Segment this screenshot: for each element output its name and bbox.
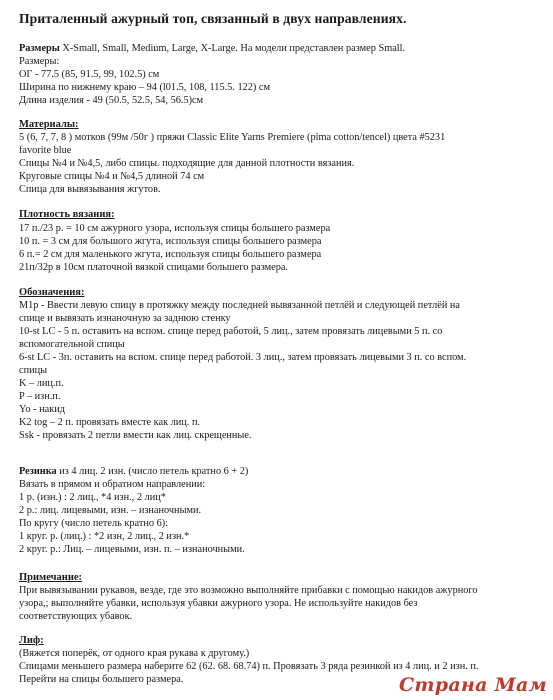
bodice-line-2: Спицами меньшего размера наберите 62 (62. 68. 68.74) п. Провязать 3 ряда резинкой из 4 лиц. и 2 изн. п. [19, 661, 479, 672]
rib-line-1: Вязать в прямом и обратном направлении: [19, 479, 206, 490]
abbrev-line-6: спицы [19, 365, 48, 376]
materials-line-1: 5 (6, 7, 7, 8 ) мотков (99м /50г ) пряжи Classic Elite Yarns Premiere (pima cotton/tencel) цвета #5231 [19, 132, 446, 143]
gauge-heading: Плотность вязания: [19, 209, 115, 220]
sizes-text: X-Small, Small, Medium, Large, X-Large. На модели представлен размер Small. [59, 43, 406, 54]
document-title: Приталенный ажурный топ, связанный в двух направлениях. [19, 11, 407, 26]
abbrev-line-4: вспомогательной спицы [19, 339, 125, 350]
note-heading: Примечание: [19, 572, 83, 583]
note-line-2: узора,; выполняйте убавки, используя убавки ажурного узора. Не используйте накидов без [19, 598, 418, 609]
materials-line-5: Спица для вывязывания жгутов. [19, 184, 161, 195]
rib-text: из 4 лиц. 2 изн. (число петель кратно 6 + 2) [56, 466, 249, 477]
note-line-3: соответствующих убавок. [19, 611, 133, 622]
bodice-line-1: (Вяжется поперёк, от одного края рукава к другому.) [19, 648, 250, 659]
rib-heading: Резинка [19, 466, 57, 477]
rib-line-4: По кругу (число петель кратно 6): [19, 518, 169, 529]
gauge-line-4: 21п/32р в 10см платочной вязкой спицами большего размера. [19, 262, 289, 273]
abbrev-line-7: K – лиц.п. [19, 378, 64, 389]
gauge-line-3: 6 п.= 2 см для маленького жгута, используя спицы большего размера [19, 249, 322, 260]
gauge-line-1: 17 п./23 р. = 10 см ажурного узора, используя спицы большего размера [19, 223, 331, 234]
rib-line [19, 465, 248, 478]
rib-line-5: 1 круг. р. (лиц.) : *2 изн, 2 лиц., 2 изн.* [19, 531, 190, 542]
abbrev-line-2: спице и вывязать изнаночную за заднюю стенку [19, 313, 231, 324]
materials-heading: Материалы: [19, 119, 79, 130]
abbrev-line-10: K2 tog – 2 п. провязать вместе как лиц. п. [19, 417, 201, 428]
abbrev-line-3: 10-st LC - 5 п. оставить на вспом. спице перед работой, 5 лиц., затем провязать лицевыми 5 п. со [19, 326, 443, 337]
abbrev-line-1: M1p - Ввести левую спицу в протяжку между последней вывязанной петлёй и следующей петлёй на [19, 300, 461, 311]
sizes-width: Ширина по нижнему краю – 94 (l01.5, 108, 115.5. 122) см [19, 82, 271, 93]
bodice-line-3: Перейти на спицы большего размера. [19, 674, 184, 685]
materials-line-3: Спицы №4 и №4,5, либо спицы. подходящие для данной плотности вязания. [19, 158, 355, 169]
sizes-length: Длина изделия - 49 (50.5, 52.5, 54, 56.5)см [19, 95, 204, 106]
bodice-heading: Лиф: [19, 635, 44, 646]
abbrev-line-5: 6-st LC - 3п. оставить на вспом. спице перед работой. 3 лиц., затем провязать лицевыми 3 п. со вспом. [19, 352, 467, 363]
materials-line-2: favorite blue [19, 145, 72, 156]
abbrev-line-11: Ssk - провязать 2 петли вмести как лиц. скрещенные. [19, 430, 252, 441]
sizes-og: ОГ - 77.5 (85, 91.5, 99, 102.5) см [19, 69, 160, 80]
materials-line-4: Круговые спицы №4 и №4,5 длиной 74 см [19, 171, 205, 182]
rib-line-6: 2 круг. р.: Лиц. – лицевыми, изн. п. – изнаночными. [19, 544, 245, 555]
note-line-1: При вывязывании рукавов, везде, где это возможно выполняйте прибавки с помощью накидов ажурного [19, 585, 478, 596]
gauge-line-2: 10 п. = 3 см для большого жгута, используя спицы большего размера [19, 236, 322, 247]
sizes-label: Размеры: [19, 56, 60, 67]
abbrev-line-9: Yo - накид [19, 404, 65, 415]
sizes-line [19, 42, 405, 55]
rib-line-2: 1 р. (изн.) : 2 лиц., *4 изн., 2 лиц* [19, 492, 166, 503]
abbrev-line-8: P – изн.п. [19, 391, 61, 402]
sizes-heading: Размеры [19, 43, 60, 54]
abbrev-heading: Обозначения: [19, 287, 85, 298]
rib-line-3: 2 р.: лиц. лицевыми, изн. – изнаночными. [19, 505, 202, 516]
watermark-logo: Страна Мам [398, 674, 547, 696]
